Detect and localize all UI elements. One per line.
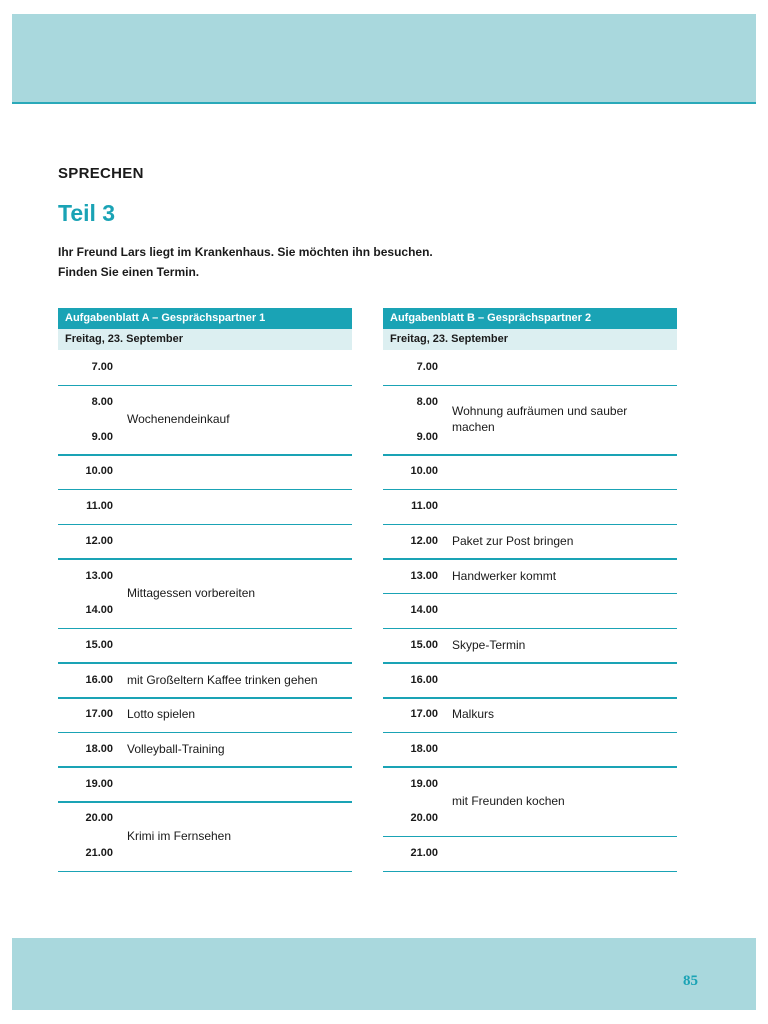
time-label: 13.00 <box>410 569 438 582</box>
time-label: 21.00 <box>410 847 438 860</box>
date-text: , 23. September <box>426 333 509 345</box>
time-label: 18.00 <box>85 743 113 756</box>
time-label: 8.00 <box>416 396 438 409</box>
row-divider <box>383 558 677 560</box>
row-divider <box>58 697 352 699</box>
row-divider <box>58 662 352 664</box>
row-divider <box>58 732 352 734</box>
appointment-entry: Skype-Termin <box>452 637 526 652</box>
worksheet-date <box>58 329 352 350</box>
time-label: 7.00 <box>91 361 113 374</box>
row-divider <box>383 697 677 699</box>
appointment-entry: Handwerker kommt <box>452 568 557 583</box>
row-divider <box>58 524 352 526</box>
task-title: Teil 3 <box>58 200 116 226</box>
time-label: 13.00 <box>85 569 113 582</box>
row-divider <box>383 662 677 664</box>
appointment-entry: Mittagessen vorbereiten <box>127 585 256 600</box>
time-label: 12.00 <box>85 534 113 547</box>
row-divider <box>383 766 677 768</box>
row-divider <box>58 454 352 456</box>
time-label: 7.00 <box>416 361 438 374</box>
time-label: 21.00 <box>85 847 113 860</box>
time-label: 18.00 <box>410 743 438 756</box>
time-label: 17.00 <box>85 708 113 721</box>
instruction-line: Ihr Freund Lars liegt im Krankenhaus. Sie möchten ihn besuchen. <box>58 245 433 259</box>
time-label: 17.00 <box>410 708 438 721</box>
appointment-entry: Malkurs <box>452 707 495 722</box>
row-divider <box>58 871 352 873</box>
time-label: 10.00 <box>410 465 438 478</box>
time-label: 14.00 <box>410 604 438 617</box>
time-label: 9.00 <box>91 430 113 443</box>
appointment-entry: Krimi im Fernsehen <box>127 828 232 843</box>
row-divider <box>383 732 677 734</box>
schedule-rows <box>58 350 352 893</box>
row-divider <box>383 628 677 630</box>
row-divider <box>58 385 352 387</box>
appointment-entry: mit Freunden kochen <box>452 794 565 809</box>
time-label: 20.00 <box>410 812 438 825</box>
row-divider <box>58 489 352 491</box>
row-divider <box>383 871 677 873</box>
appointment-entry: Wochenendeinkauf <box>127 412 230 427</box>
time-label: 16.00 <box>410 673 438 686</box>
appointment-entry: Lotto spielen <box>127 707 196 722</box>
time-label: 19.00 <box>85 777 113 790</box>
time-label: 15.00 <box>85 638 113 651</box>
worksheet-b <box>383 308 677 893</box>
row-divider <box>383 454 677 456</box>
row-divider <box>58 766 352 768</box>
time-label: 9.00 <box>416 430 438 443</box>
time-label: 19.00 <box>410 777 438 790</box>
time-label: 15.00 <box>410 638 438 651</box>
date-text: , 23. September <box>101 333 184 345</box>
time-label: 14.00 <box>85 604 113 617</box>
instructions <box>58 242 433 282</box>
time-label: 10.00 <box>85 465 113 478</box>
worksheet-header: Aufgabenblatt A – Gesprächspartner 1 <box>58 308 352 329</box>
bottom-color-band <box>12 938 756 1010</box>
appointment-entry: Paket zur Post bringen <box>452 533 574 548</box>
time-label: 11.00 <box>411 500 438 513</box>
worksheet-header: Aufgabenblatt B – Gesprächspartner 2 <box>383 308 677 329</box>
section-title: SPRECHEN <box>58 165 144 182</box>
row-divider <box>383 593 677 595</box>
row-divider <box>58 801 352 803</box>
top-color-band <box>12 14 756 104</box>
date-weekday: Freitag <box>390 333 427 345</box>
row-divider <box>58 628 352 630</box>
page-number: 85 <box>683 973 698 989</box>
time-label: 11.00 <box>86 500 113 513</box>
row-divider <box>383 524 677 526</box>
row-divider <box>383 836 677 838</box>
row-divider <box>383 489 677 491</box>
row-divider <box>383 385 677 387</box>
appointment-entry: mit Großeltern Kaffee trinken gehen <box>127 672 318 687</box>
row-divider <box>58 558 352 560</box>
time-label: 16.00 <box>85 673 113 686</box>
instruction-line: Finden Sie einen Termin. <box>58 265 200 279</box>
worksheet-a <box>58 308 352 893</box>
time-label: 12.00 <box>410 534 438 547</box>
appointment-entry: Wohnung aufräumen und sauber machen <box>452 404 628 435</box>
worksheet-date <box>383 329 677 350</box>
schedule-rows <box>383 350 677 893</box>
appointment-entry: Volleyball-Training <box>127 742 225 757</box>
time-label: 20.00 <box>85 812 113 825</box>
time-label: 8.00 <box>91 396 113 409</box>
date-weekday: Freitag <box>65 333 102 345</box>
